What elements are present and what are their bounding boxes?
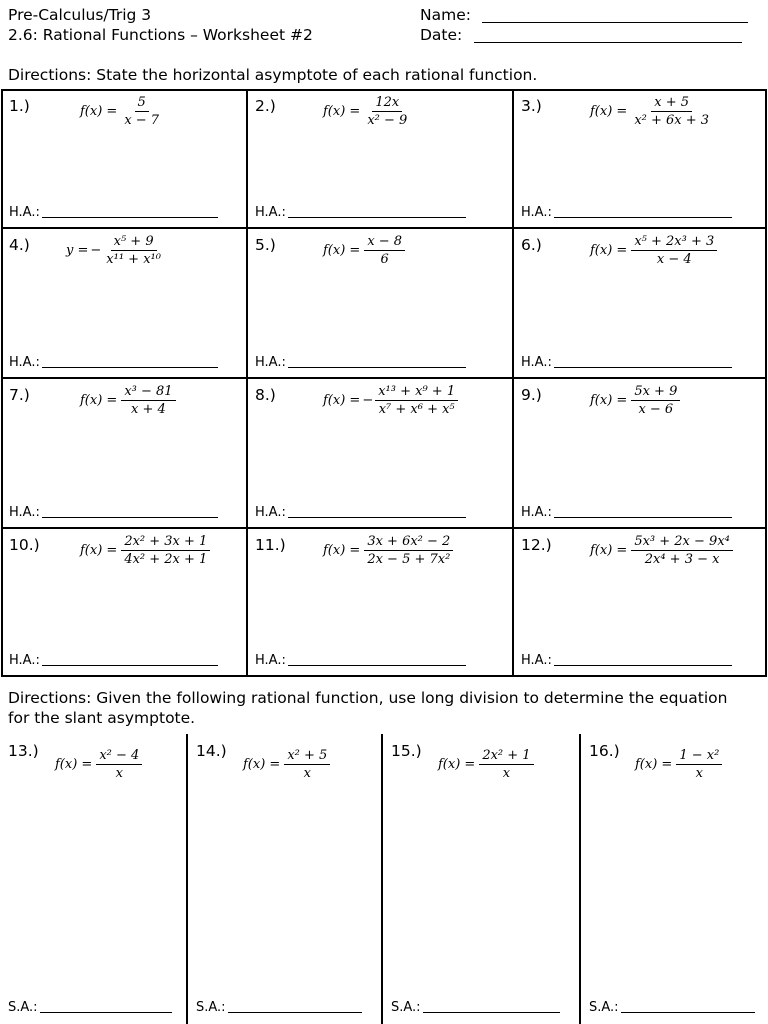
ha-label: H.A.: bbox=[521, 653, 552, 668]
problem-number: 16.) bbox=[589, 742, 620, 760]
rational-function bbox=[243, 748, 332, 781]
sa-answer-blank[interactable] bbox=[40, 1012, 172, 1013]
numerator: x² + 5 bbox=[284, 748, 330, 765]
ha-answer-blank[interactable] bbox=[554, 517, 732, 518]
numerator: x − 8 bbox=[364, 234, 405, 251]
function-lhs: f(x) = bbox=[323, 104, 361, 119]
worksheet-title: 2.6: Rational Functions – Worksheet #2 bbox=[8, 26, 313, 44]
function-lhs: f(x) = bbox=[323, 243, 361, 258]
ha-label: H.A.: bbox=[255, 205, 286, 220]
ha-answer-blank[interactable] bbox=[554, 217, 732, 218]
function-lhs: f(x) = bbox=[55, 757, 93, 772]
numerator: 12x bbox=[372, 95, 402, 112]
problem-number: 12.) bbox=[521, 536, 552, 554]
rational-function bbox=[323, 384, 460, 417]
ha-answer bbox=[521, 355, 732, 371]
ha-answer-blank[interactable] bbox=[42, 665, 218, 666]
numerator: 5x + 9 bbox=[631, 384, 680, 401]
denominator: 2x − 5 + 7x² bbox=[367, 552, 451, 567]
column-divider bbox=[381, 734, 383, 1024]
ha-answer bbox=[9, 205, 218, 221]
ha-label: H.A.: bbox=[255, 653, 286, 668]
date-label: Date: bbox=[420, 26, 463, 44]
denominator: x bbox=[303, 766, 311, 781]
ha-answer bbox=[9, 653, 218, 669]
ha-answer-blank[interactable] bbox=[554, 665, 732, 666]
denominator: 6 bbox=[380, 252, 389, 267]
ha-label: H.A.: bbox=[9, 505, 40, 520]
ha-answer bbox=[9, 355, 218, 371]
function-lhs: f(x) = bbox=[80, 543, 118, 558]
ha-answer bbox=[9, 505, 218, 521]
numerator: x² − 4 bbox=[96, 748, 142, 765]
sa-label: S.A.: bbox=[589, 1000, 619, 1015]
problem-number: 8.) bbox=[255, 386, 276, 404]
sa-answer-blank[interactable] bbox=[621, 1012, 755, 1013]
sa-answer bbox=[196, 1000, 362, 1016]
sa-label: S.A.: bbox=[391, 1000, 421, 1015]
ha-answer bbox=[521, 653, 732, 669]
fraction bbox=[479, 748, 533, 781]
problem-number: 10.) bbox=[9, 536, 40, 554]
denominator: x bbox=[115, 766, 123, 781]
name-label: Name: bbox=[420, 6, 471, 24]
date-field[interactable] bbox=[474, 42, 742, 43]
numerator: x + 5 bbox=[651, 95, 692, 112]
numerator: 2x² + 1 bbox=[479, 748, 533, 765]
section1-directions: Directions: State the horizontal asymptote of each rational function. bbox=[8, 66, 538, 84]
function-lhs: y = bbox=[66, 243, 89, 258]
function-lhs: f(x) = bbox=[438, 757, 476, 772]
function-lhs: f(x) = bbox=[590, 393, 628, 408]
ha-label: H.A.: bbox=[255, 505, 286, 520]
ha-answer-blank[interactable] bbox=[288, 517, 466, 518]
function-lhs: f(x) = bbox=[323, 393, 361, 408]
denominator: x⁷ + x⁶ + x⁵ bbox=[378, 402, 455, 417]
sa-label: S.A.: bbox=[196, 1000, 226, 1015]
fraction bbox=[676, 748, 722, 781]
rational-function bbox=[80, 384, 178, 417]
fraction bbox=[121, 95, 162, 128]
rational-function bbox=[66, 234, 166, 267]
fraction bbox=[631, 384, 680, 417]
denominator: x + 4 bbox=[131, 402, 166, 417]
denominator: x bbox=[695, 766, 703, 781]
function-lhs: f(x) = bbox=[590, 104, 628, 119]
denominator: x² + 6x + 3 bbox=[634, 113, 710, 128]
grid-divider bbox=[2, 227, 766, 229]
sa-answer bbox=[391, 1000, 560, 1016]
problem-number: 9.) bbox=[521, 386, 542, 404]
problem-number: 11.) bbox=[255, 536, 286, 554]
column-divider bbox=[579, 734, 581, 1024]
rational-function bbox=[438, 748, 536, 781]
numerator: x⁵ + 2x³ + 3 bbox=[631, 234, 717, 251]
grid-divider bbox=[512, 90, 514, 676]
denominator: x − 6 bbox=[638, 402, 674, 417]
ha-problem-grid bbox=[1, 89, 767, 677]
problem-number: 15.) bbox=[391, 742, 422, 760]
function-lhs: f(x) = bbox=[80, 104, 118, 119]
ha-label: H.A.: bbox=[521, 505, 552, 520]
rational-function bbox=[323, 234, 407, 267]
problem-number: 7.) bbox=[9, 386, 30, 404]
fraction bbox=[364, 95, 410, 128]
denominator: x bbox=[502, 766, 511, 781]
ha-answer bbox=[521, 505, 732, 521]
sa-answer-blank[interactable] bbox=[423, 1012, 560, 1013]
grid-divider bbox=[246, 90, 248, 676]
column-divider bbox=[186, 734, 188, 1024]
fraction bbox=[121, 534, 210, 567]
fraction bbox=[364, 534, 453, 567]
problem-number: 6.) bbox=[521, 236, 542, 254]
problem-number: 3.) bbox=[521, 97, 542, 115]
ha-answer bbox=[521, 205, 732, 221]
ha-answer-blank[interactable] bbox=[554, 367, 732, 368]
ha-answer bbox=[255, 653, 466, 669]
denominator: x − 4 bbox=[656, 252, 692, 267]
problem-number: 5.) bbox=[255, 236, 276, 254]
name-field[interactable] bbox=[482, 22, 748, 23]
function-lhs: f(x) = bbox=[590, 243, 628, 258]
grid-divider bbox=[2, 377, 766, 379]
ha-answer-blank[interactable] bbox=[42, 217, 218, 218]
section2-directions-line2: for the slant asymptote. bbox=[8, 709, 196, 727]
function-lhs: f(x) = bbox=[590, 543, 628, 558]
sa-answer bbox=[589, 1000, 755, 1016]
fraction bbox=[284, 748, 330, 781]
problem-number: 4.) bbox=[9, 236, 30, 254]
rational-function bbox=[80, 534, 212, 567]
fraction bbox=[103, 234, 164, 267]
rational-function bbox=[323, 534, 455, 567]
problem-number: 1.) bbox=[9, 97, 30, 115]
numerator: 2x² + 3x + 1 bbox=[121, 534, 210, 551]
ha-label: H.A.: bbox=[521, 355, 552, 370]
sa-label: S.A.: bbox=[8, 1000, 38, 1015]
problem-number: 13.) bbox=[8, 742, 39, 760]
ha-answer-blank[interactable] bbox=[288, 367, 466, 368]
denominator: x² − 9 bbox=[367, 113, 408, 128]
ha-label: H.A.: bbox=[9, 355, 40, 370]
function-lhs: f(x) = bbox=[323, 543, 361, 558]
ha-answer bbox=[255, 355, 466, 371]
fraction bbox=[631, 95, 712, 128]
ha-answer-blank[interactable] bbox=[288, 665, 466, 666]
fraction bbox=[364, 234, 405, 267]
rational-function bbox=[55, 748, 144, 781]
ha-label: H.A.: bbox=[9, 653, 40, 668]
grid-divider bbox=[2, 527, 766, 529]
fraction bbox=[121, 384, 175, 417]
fraction bbox=[631, 534, 733, 567]
fraction bbox=[375, 384, 458, 417]
numerator: 1 − x² bbox=[676, 748, 722, 765]
rational-function bbox=[590, 384, 682, 417]
ha-answer-blank[interactable] bbox=[42, 517, 218, 518]
problem-number: 2.) bbox=[255, 97, 276, 115]
fraction bbox=[96, 748, 142, 781]
denominator: 4x² + 2x + 1 bbox=[124, 552, 208, 567]
sa-answer bbox=[8, 1000, 172, 1016]
rational-function bbox=[80, 95, 164, 128]
section2-directions-line1: Directions: Given the following rational function, use long division to determine the equation bbox=[8, 689, 728, 707]
rational-function bbox=[635, 748, 724, 781]
rational-function bbox=[323, 95, 412, 128]
problem-number: 14.) bbox=[196, 742, 227, 760]
function-lhs: f(x) = bbox=[243, 757, 281, 772]
rational-function bbox=[590, 534, 735, 567]
denominator: x¹¹ + x¹⁰ bbox=[106, 252, 161, 267]
course-title: Pre-Calculus/Trig 3 bbox=[8, 6, 152, 24]
ha-answer-blank[interactable] bbox=[42, 367, 218, 368]
ha-answer-blank[interactable] bbox=[288, 217, 466, 218]
ha-answer bbox=[255, 205, 466, 221]
fraction bbox=[631, 234, 717, 267]
numerator: x³ − 81 bbox=[121, 384, 175, 401]
numerator: 5 bbox=[135, 95, 149, 112]
numerator: x¹³ + x⁹ + 1 bbox=[375, 384, 458, 401]
function-lhs: f(x) = bbox=[80, 393, 118, 408]
numerator: x⁵ + 9 bbox=[111, 234, 157, 251]
numerator: 3x + 6x² − 2 bbox=[364, 534, 453, 551]
ha-label: H.A.: bbox=[255, 355, 286, 370]
sa-answer-blank[interactable] bbox=[228, 1012, 362, 1013]
function-lhs: f(x) = bbox=[635, 757, 673, 772]
negative-sign: − bbox=[362, 393, 374, 408]
numerator: 5x³ + 2x − 9x⁴ bbox=[631, 534, 733, 551]
ha-answer bbox=[255, 505, 466, 521]
denominator: x − 7 bbox=[124, 113, 160, 128]
negative-sign: − bbox=[90, 243, 102, 258]
ha-label: H.A.: bbox=[521, 205, 552, 220]
denominator: 2x⁴ + 3 − x bbox=[644, 552, 720, 567]
rational-function bbox=[590, 234, 719, 267]
ha-label: H.A.: bbox=[9, 205, 40, 220]
rational-function bbox=[590, 95, 714, 128]
